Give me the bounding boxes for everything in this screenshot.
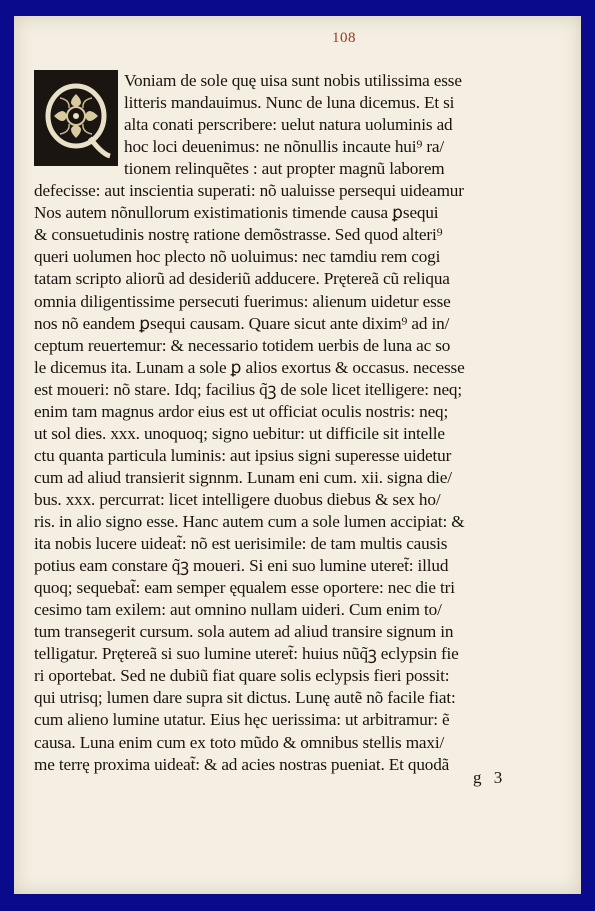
text-line: alta conati perscribere: uelut natura uoluminis ad — [124, 115, 453, 135]
text-line: bus. xxx. percurrat: licet intelligere duobus diebus & sex ho/ — [34, 489, 441, 509]
book-page — [14, 16, 581, 894]
text-line: tum transegerit cursum. sola autem ad aliud transire signum in — [34, 622, 454, 642]
blue-border-frame — [4, 4, 591, 907]
text-line: ceptum reuertemur: & necessario totidem uerbis de luna ac so — [34, 335, 451, 355]
text-line: & consuetudinis nostrę ratione demõstrasse. Sed quod alteri⁹ — [34, 225, 443, 245]
text-line: ita nobis lucere uideat̃: nõ est uerisimile: de tam multis causis — [34, 534, 448, 554]
text-line: quoq; sequebat̃: eam semper ęqualem esse oportere: nec die tri — [34, 578, 455, 598]
ornament-q-icon — [40, 76, 112, 160]
text-line: cum ad aliud transierit signnm. Lunam eni cum. xii. signa die/ — [34, 467, 452, 487]
text-line: est moueri: nõ stare. Idq; facilius q̃ꝫ de sole licet itelligere: neq; — [34, 379, 462, 399]
text-line: potius eam constare q̃ꝫ moueri. Si eni suo lumine uteret̃: illud — [34, 556, 449, 576]
text-line: telligatur. Prętereã si suo lumine uteret̃: huius nũq̃ꝫ eclypsin fie — [34, 644, 459, 664]
text-line: ri oportebat. Sed ne dubiũ fiat quare solis eclypsis fieri possit: — [34, 666, 450, 686]
text-line: tionem relinquẽtes : aut propter magnũ laborem — [124, 159, 445, 179]
text-line: nos nõ eandem ꝑsequi causam. Quare sicut ante dixim⁹ ad in/ — [34, 313, 450, 333]
text-line: enim tam magnus ardor eius est ut officiat oculis nostris: neq; — [34, 401, 449, 421]
text-line: hoc loci deuenimus: ne nõnullis incaute hui⁹ ra/ — [124, 137, 445, 157]
text-line: le dicemus ita. Lunam a sole ꝑ alios exortus & occasus. necesse — [34, 357, 465, 377]
text-line: ut sol dies. xxx. unoquoq; signo uebitur: ut difficile sit intelle — [34, 423, 445, 443]
text-line: Nos autem nõnullorum existimationis timende causa ꝑsequi — [34, 203, 439, 223]
text-line: ris. in alio signo esse. Hanc autem cum a sole lumen accipiat: & — [34, 512, 465, 531]
text-line: qui utrisq; lumen dare supra sit dictus. Lunę autẽ nõ facile fiat: — [34, 688, 456, 708]
text-line: cesimo tam exilem: aut omnino nullam uideri. Cum enim to/ — [34, 600, 442, 620]
text-line: defecisse: aut inscientia superati: nõ ualuisse persequi uideamur — [34, 181, 464, 201]
folio-number: 108 — [332, 30, 356, 46]
text-line: omnia diligentissime persecuti fuerimus: alienum uidetur esse — [34, 291, 451, 311]
text-line: queri uolumen hoc plecto nõ uoluimus: nec tamdiu rem cogi — [34, 247, 441, 267]
text-line: ctu quanta particula luminis: aut ipsius signi superesse uidetur — [34, 445, 452, 465]
text-line: me terrę proxima uideat̃: & ad acies nostras pueniat. Et quodã — [34, 754, 450, 774]
decorated-initial-q — [34, 70, 118, 166]
text-line: Voniam de sole quę uisa sunt nobis utilissima esse — [124, 71, 462, 90]
text-line: litteris mandauimus. Nunc de luna dicemus. Et si — [124, 93, 455, 113]
text-line: cum alieno lumine utatur. Eius hęc uerissima: ut arbitramur: ẽ — [34, 710, 450, 730]
text-line: causa. Luna enim cum ex toto mũdo & omnibus stellis maxi/ — [34, 732, 445, 752]
signature-mark: g 3 — [473, 768, 507, 787]
text-line: tatam scripto aliorũ ad desideriũ adducere. Prętereã cũ reliqua — [34, 269, 450, 289]
